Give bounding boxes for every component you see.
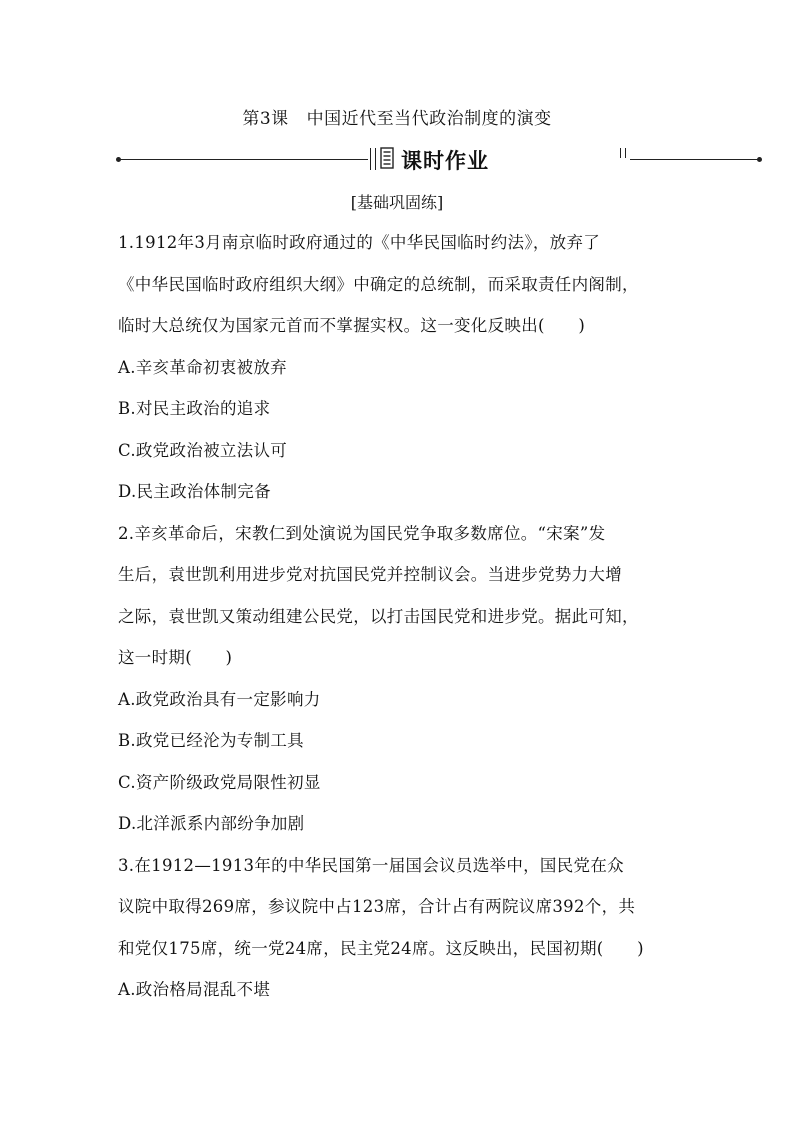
option-line: B.对民主政治的追求 (118, 399, 271, 418)
banner-rule-right (630, 159, 760, 160)
text-line: 临时大总统仅为国家元首而不掌握实权。这一变化反映出( ) (118, 316, 586, 335)
text-line: 1.1912年3月南京临时政府通过的《中华民国临时约法》，放弃了 (118, 233, 601, 252)
section-banner (118, 145, 762, 175)
banner-label: 课时作业 (401, 149, 489, 173)
option-line: C.资产阶级政党局限性初显 (118, 772, 321, 792)
document-icon (380, 147, 394, 169)
option-line: A.政治格局混乱不堪 (118, 980, 271, 999)
text-line: 和党仅175席，统一党24席，民主党24席。这反映出，民国初期( ) (118, 938, 644, 958)
text-line: 2.辛亥革命后，宋教仁到处演说为国民党争取多数席位。“宋案”发 (118, 523, 606, 543)
option-line: A.政党政治具有一定影响力 (118, 689, 321, 709)
option-line: B.政党已经沦为专制工具 (118, 731, 304, 750)
text-line: 《中华民国临时政府组织大纲》中确定的总统制，而采取责任内阁制， (118, 274, 639, 294)
text-line: 议院中取得269席，参议院中占123席，合计占有两院议席392个，共 (118, 897, 636, 916)
option-line: C.政党政治被立法认可 (118, 440, 288, 460)
option-line: D.民主政治体制完备 (118, 482, 271, 501)
text-line: 这一时期( ) (118, 648, 233, 667)
text-line: 之际，袁世凯又策动组建公民党，以打击国民党和进步党。据此可知， (118, 606, 639, 626)
option-line: D.北洋派系内部纷争加剧 (118, 814, 305, 833)
text-line: 3.在1912—1913年的中华民国第一届国会议员选举中，国民党在众 (118, 855, 624, 875)
text-line: 生后，袁世凯利用进步党对抗国民党并控制议会。当进步党势力大增 (118, 565, 622, 584)
banner-bracket-right (620, 148, 626, 158)
question-body (118, 222, 698, 1011)
lesson-title: 中国近代至当代政治制度的演变 (306, 109, 552, 129)
lesson-number: 第3课 (242, 109, 289, 129)
banner-rule-left (118, 159, 368, 160)
page-title (0, 104, 794, 129)
section-heading: [基础巩固练] (350, 193, 444, 212)
banner-bracket-left (370, 148, 376, 170)
option-line: A.辛亥革命初衷被放弃 (118, 357, 287, 377)
